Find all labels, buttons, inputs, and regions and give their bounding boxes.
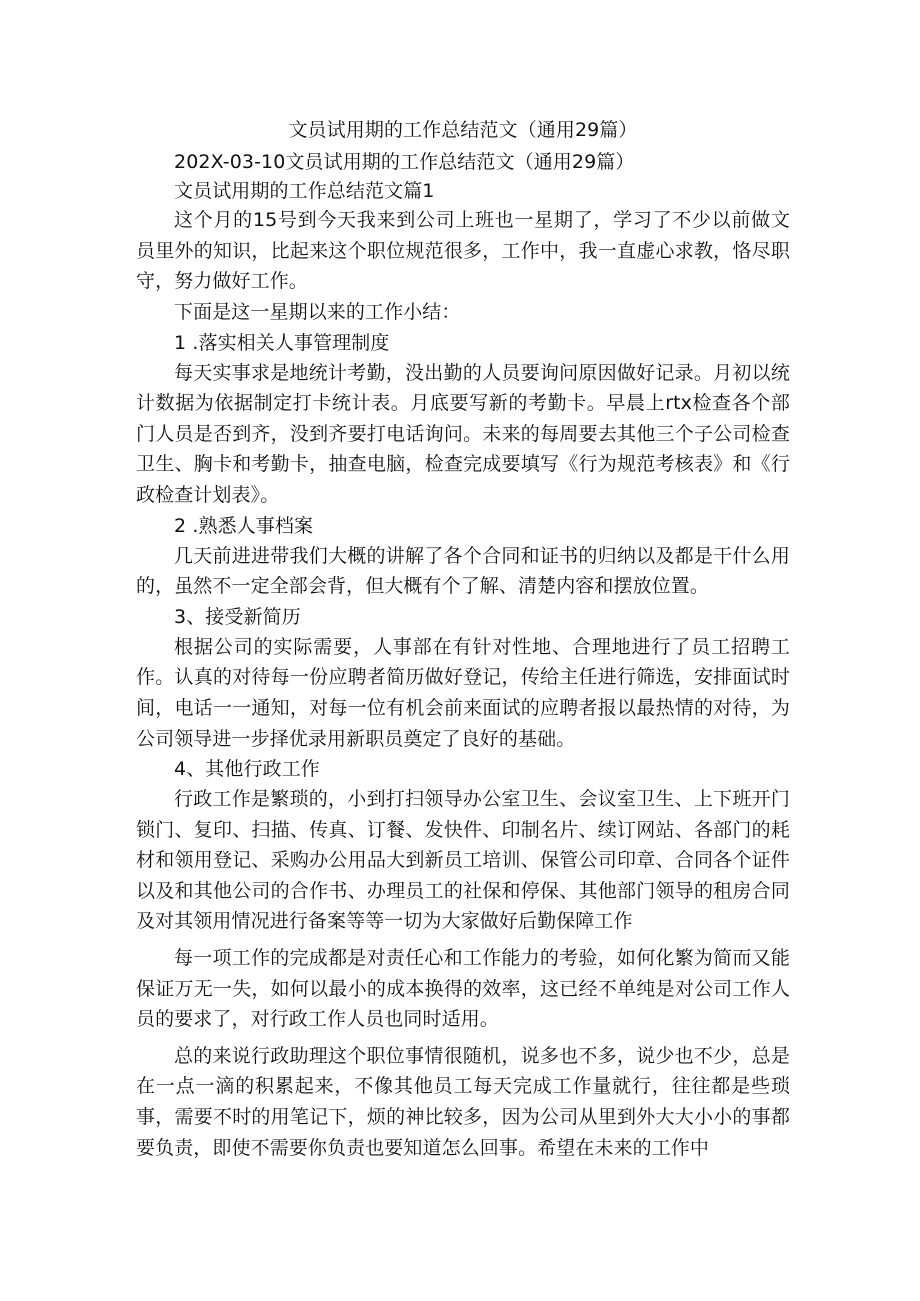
heading-admin-work: 4、其他行政工作 (174, 758, 320, 781)
document-body (136, 116, 790, 1163)
paragraph-admin-tasks: 行政工作是繁琐的，小到打扫领导办公室卫生、会议室卫生、上下班开门锁门、复印、扫描、传真、订餐、发快件、印制名片、续订网站、各部门的耗材和领用登记、采购办公用品大到新员工培训、保管公司印章、合同各个证件以及和其他公司的合作书、办理员工的社保和停保、其他部门领导的租房合同及对其领用情况进行备案等等一切为大家做好后勤保障工作 (136, 788, 790, 933)
paragraph-summary-lead: 下面是这一星期以来的工作小结： (174, 300, 461, 323)
paragraph-responsibility: 每一项工作的完成都是对责任心和工作能力的考验，如何化繁为简而又能保证万无一失，如何以最小的成本换得的效率，这已经不单纯是对公司工作人员的要求了，对行政工作人员也同时适用。 (136, 947, 790, 1031)
document-title: 文员试用期的工作总结范文（通用29篇） (288, 119, 638, 141)
paragraph-files: 几天前进进带我们大概的讲解了各个合同和证书的归纳以及都是干什么用的，虽然不一定全部会背，但大概有个了解、清楚内容和摆放位置。 (136, 544, 790, 598)
paragraph-intro: 这个月的15号到今天我来到公司上班也一星期了，学习了不少以前做文员里外的知识，比起来这个职位规范很多，工作中，我一直虚心求教，恪尽职守，努力做好工作。 (136, 209, 790, 293)
paragraph-conclusion: 总的来说行政助理这个职位事情很随机，说多也不多，说少也不少，总是在一点一滴的积累起来，不像其他员工每天完成工作量就行，往往都是些琐事，需要不时的用笔记下，烦的神比较多，因为公司从里到外大大小小的事都要负责，即使不需要你负责也要知道怎么回事。希望在未来的工作中 (136, 1044, 790, 1159)
heading-personnel-files: 2 .熟悉人事档案 (174, 514, 314, 537)
section-title: 文员试用期的工作总结范文篇1 (174, 179, 435, 202)
heading-personnel-system: 1 .落实相关人事管理制度 (174, 331, 390, 354)
date-line: 202X-03-10文员试用期的工作总结范文（通用29篇） (174, 151, 635, 173)
paragraph-attendance: 每天实事求是地统计考勤，没出勤的人员要询问原因做好记录。月初以统计数据为依据制定打卡统计表。月底要写新的考勤卡。早晨上rtx检查各个部门人员是否到齐，没到齐要打电话询问。未来的每周要去其他三个子公司检查卫生、胸卡和考勤卡，抽查电脑，检查完成要填写《行为规范考核表》和《行政检查计划表》。 (136, 361, 790, 506)
heading-new-resumes: 3、接受新简历 (174, 605, 301, 628)
paragraph-recruitment: 根据公司的实际需要，人事部在有针对性地、合理地进行了员工招聘工作。认真的对待每一份应聘者简历做好登记，传给主任进行筛选，安排面试时间，电话一一通知，对每一位有机会前来面试的应聘者报以最热情的对待，为公司领导进一步择优录用新职员奠定了良好的基础。 (136, 635, 790, 750)
